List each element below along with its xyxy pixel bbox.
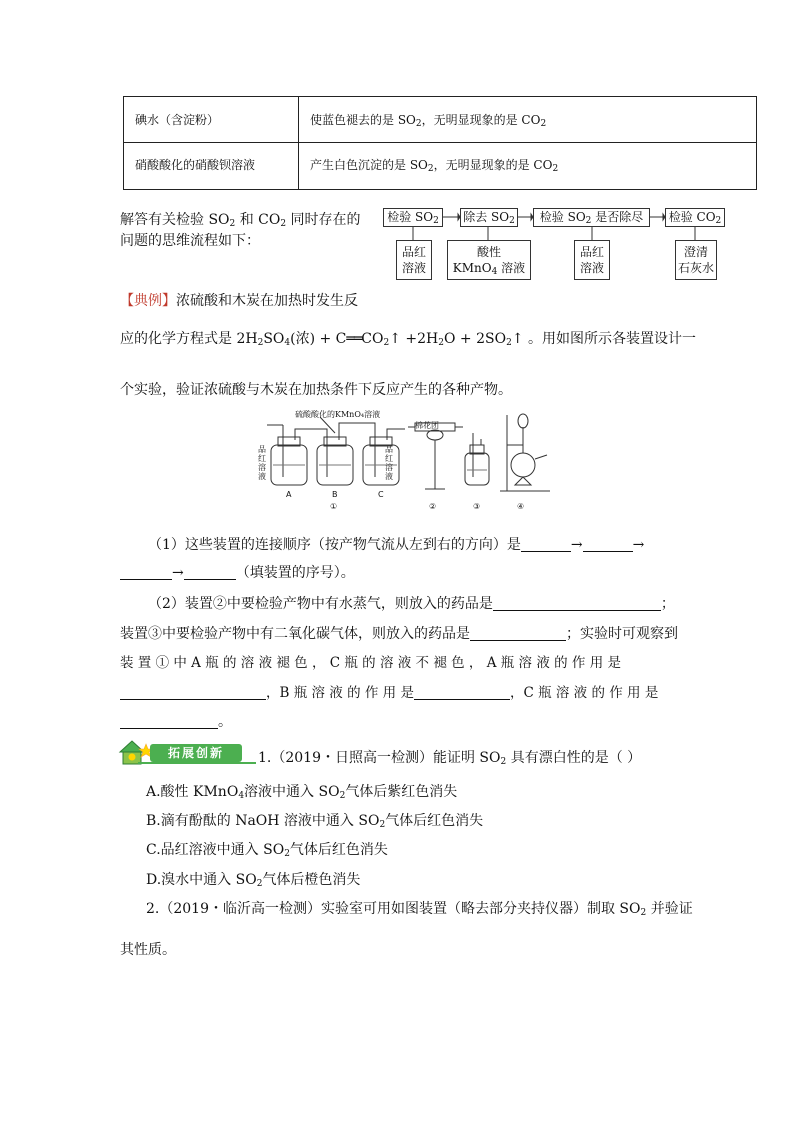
reagent-box: 品红 溶液 xyxy=(574,240,610,280)
reagent-cell: 硝酸酸化的硝酸钡溶液 xyxy=(135,158,256,172)
reagent-box: 品红 溶液 xyxy=(396,240,432,280)
answer-blank[interactable] xyxy=(120,714,218,729)
label-cotton: 棉花团 xyxy=(415,421,439,430)
bottle-label: B xyxy=(332,490,338,499)
answer-blank[interactable] xyxy=(493,596,661,611)
flow-intro-line1: 解答有关检验 $SO_2$ 和 $CO_2$ 同时存在的 xyxy=(120,212,361,229)
question-2-line4: ，B 瓶 溶 液 的 作 用 是 ，C 瓶 溶 液 的 作 用 是 xyxy=(120,683,658,703)
example-equation: 应的化学方程式是 $2H_2SO_4$(浓) + $C══CO_2↑ +2H_2O$ + $2SO_2↑$ 。用如图所示各装置设计一 xyxy=(120,331,696,348)
flow-step: 检验 $SO_2$ xyxy=(383,208,443,227)
answer-blank[interactable] xyxy=(120,685,266,700)
apparatus-num: ③ xyxy=(473,502,481,511)
expansion-badge xyxy=(118,738,256,764)
bottle-label: A xyxy=(286,490,292,499)
reagent-cell: 碘水（含淀粉） xyxy=(135,113,220,127)
problem-2-stem: 2.（2019・临沂高一检测）实验室可用如图装置（略去部分夹持仪器）制取 $SO_2$ 并验证 xyxy=(146,901,693,918)
label-pinhong-left: 品红溶液 xyxy=(258,445,266,481)
question-2-line2: 装置③中要检验产物中有二氧化碳气体，则放入的药品是 ；实验时可观察到 xyxy=(120,626,678,642)
label-kmno4: 硫酸酸化的KMnO₄溶液 xyxy=(295,410,381,419)
option-d[interactable]: D.溴水中通入 $SO_2$气体后橙色消失 xyxy=(146,872,361,889)
question-2-line1: （2）装置②中要检验产物中有水蒸气，则放入的药品是 ； xyxy=(148,596,675,612)
label-pinhong-right: 品红溶液 xyxy=(385,445,393,481)
problem-1-stem: 1.（2019・日照高一检测）能证明 $SO_2$ 具有漂白性的是（ ） xyxy=(258,750,642,767)
apparatus-drawing xyxy=(265,405,555,515)
answer-blank[interactable] xyxy=(470,626,566,641)
question-1-line2: → （填装置的序号）。 xyxy=(120,563,355,583)
apparatus-num: ② xyxy=(429,502,437,511)
bottle-label: C xyxy=(378,490,384,499)
flow-step: 检验 $CO_2$ xyxy=(665,208,725,227)
example-tag: 【典例】 xyxy=(120,293,176,309)
answer-blank[interactable] xyxy=(184,565,236,580)
answer-blank[interactable] xyxy=(521,537,571,552)
flow-step: 除去 $SO_2$ xyxy=(460,208,518,227)
answer-blank[interactable] xyxy=(583,537,633,552)
apparatus-num: ① xyxy=(330,502,338,511)
question-2-line5: 。 xyxy=(120,712,232,732)
option-b[interactable]: B.滴有酚酞的 NaOH 溶液中通入 $SO_2$气体后红色消失 xyxy=(146,813,484,830)
answer-blank[interactable] xyxy=(414,685,510,700)
result-cell: 产生白色沉淀的是 $SO_2$，无明显现象的是 $CO_2$ xyxy=(310,158,559,174)
flow-step: 检验 $SO_2$ 是否除尽 xyxy=(533,208,650,227)
flow-intro-line2: 问题的思维流程如下： xyxy=(120,233,260,249)
example-line1: 【典例】浓硫酸和木炭在加热时发生反 xyxy=(120,293,358,309)
problem-2-line2: 其性质。 xyxy=(120,942,176,958)
question-2-line3: 装 置 ① 中 A 瓶 的 溶 液 褪 色 ， C 瓶 的 溶 液 不 褪 色 ， A 瓶 溶 液 的 作 用 是 xyxy=(120,655,621,671)
apparatus-num: ④ xyxy=(517,502,525,511)
option-c[interactable]: C.品红溶液中通入 $SO_2$气体后红色消失 xyxy=(146,842,388,859)
option-a[interactable]: A.酸性 KMnO$_4$溶液中通入 $SO_2$气体后紫红色消失 xyxy=(146,784,458,801)
reagent-box: 酸性 KMnO$_4$ 溶液 xyxy=(447,240,531,280)
answer-blank[interactable] xyxy=(120,565,172,580)
question-1-line1: （1）这些装置的连接顺序（按产物气流从左到右的方向）是 → → xyxy=(148,537,645,553)
badge-label: 拓展创新 xyxy=(150,744,242,762)
result-cell: 使蓝色褪去的是 $SO_2$，无明显现象的是 $CO_2$ xyxy=(310,113,547,129)
reagent-box: 澄清 石灰水 xyxy=(675,240,717,280)
example-line3: 个实验，验证浓硫酸与木炭在加热条件下反应产生的各种产物。 xyxy=(120,382,512,398)
